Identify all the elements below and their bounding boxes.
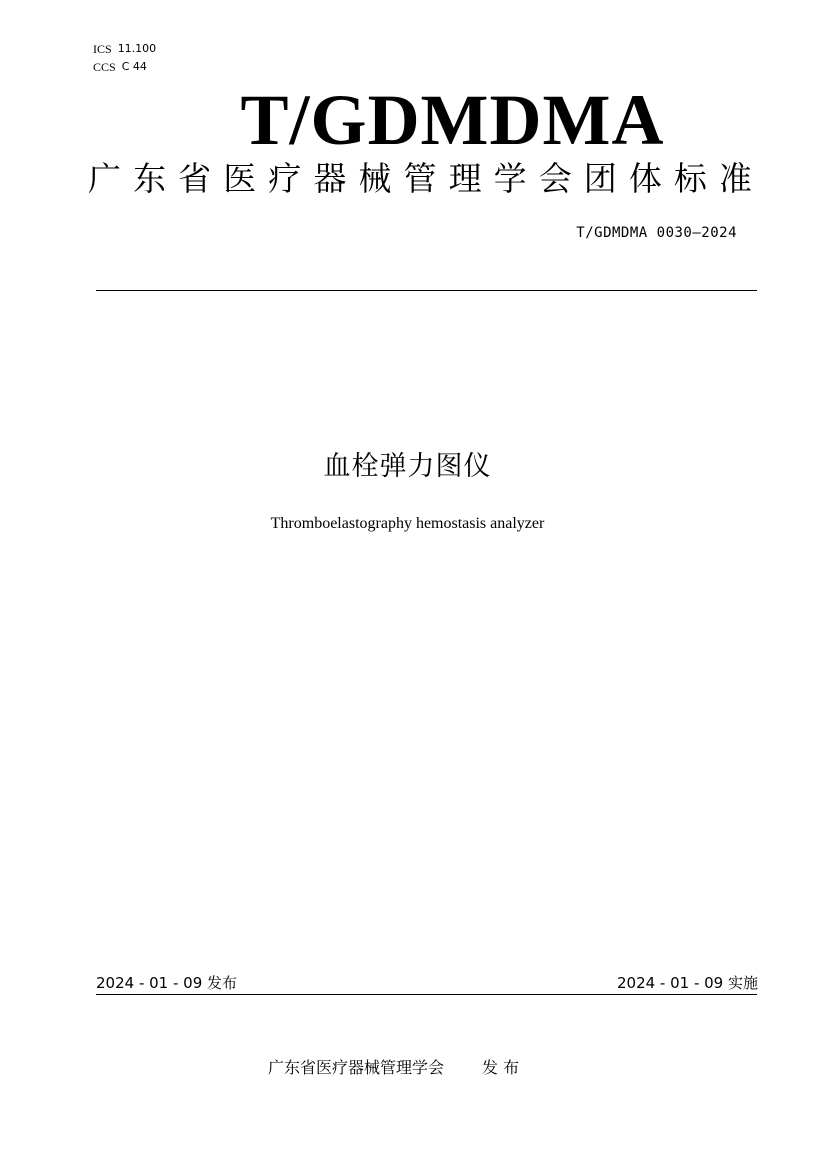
publisher-line bbox=[268, 1055, 519, 1078]
ccs-row bbox=[93, 58, 156, 76]
issue-date: 2024 - 01 - 09 发布 bbox=[96, 974, 238, 992]
ics-label: ICS bbox=[93, 42, 112, 56]
classification-block bbox=[93, 40, 156, 76]
header-divider bbox=[96, 290, 757, 291]
ccs-label: CCS bbox=[93, 60, 116, 74]
document-title-chinese: 血栓弹力图仪 bbox=[323, 451, 492, 482]
publisher-action: 发 布 bbox=[482, 1058, 520, 1077]
ics-value: 11.100 bbox=[117, 42, 157, 55]
ccs-value: C 44 bbox=[121, 60, 147, 73]
publisher-name: 广东省医疗器械管理学会 bbox=[268, 1058, 445, 1077]
implementation-date: 2024 - 01 - 09 实施 bbox=[616, 974, 758, 992]
standard-number: T/GDMDMA 0030—2024 bbox=[576, 225, 737, 241]
document-title-english: Thromboelastography hemostasis analyzer bbox=[270, 515, 545, 532]
ics-row bbox=[93, 40, 156, 58]
standard-brand: T/GDMDMA bbox=[240, 80, 665, 160]
organization-title: 广东省医疗器械管理学会团体标准 bbox=[88, 159, 756, 198]
footer-divider bbox=[96, 994, 757, 995]
